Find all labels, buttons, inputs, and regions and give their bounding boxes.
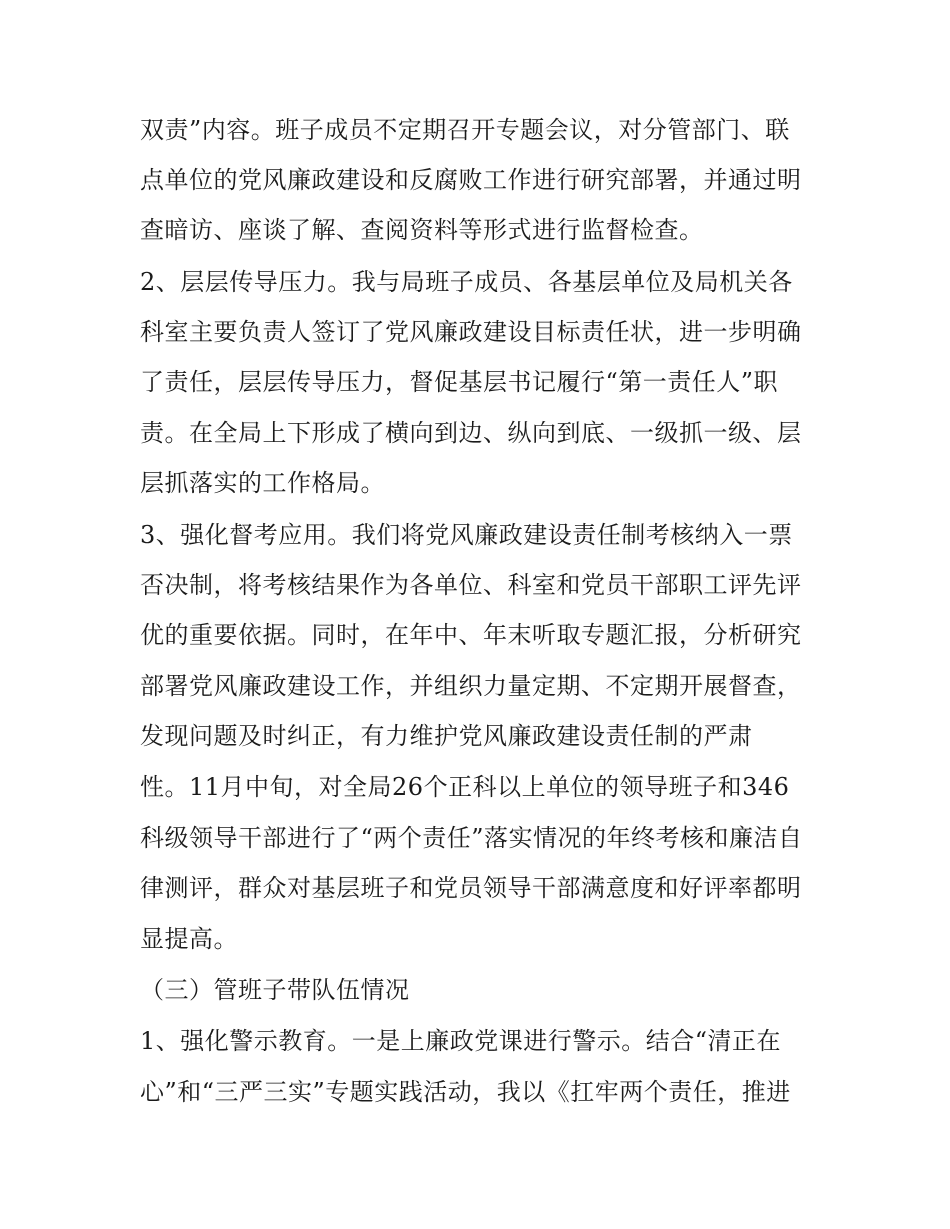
paragraph-start: 3、强化督考应用。我们将党风廉政建设责任制考核纳入一票 [140, 521, 793, 549]
text-line: 心”和“三严三实”专题实践活动，我以《扛牢两个责任，推进 [140, 1078, 791, 1106]
text-line: 双责”内容。班子成员不定期召开专题会议，对分管部门、联 [140, 116, 790, 144]
section-heading: （三）管班子带队伍情况 [140, 976, 410, 1004]
text-line: 显提高。 [140, 925, 238, 953]
text-line: 律测评，群众对基层班子和党员领导干部满意度和好评率都明 [140, 874, 802, 902]
text-line: 否决制，将考核结果作为各单位、科室和党员干部职工评先评 [140, 571, 802, 599]
text-line: 部署党风廉政建设工作，并组织力量定期、不定期开展督查， [140, 672, 802, 700]
text-line: 科级领导干部进行了“两个责任”落实情况的年终考核和廉洁自 [140, 824, 803, 852]
text-line: 科室主要负责人签订了党风廉政建设目标责任状，进一步明确 [140, 318, 802, 346]
text-line: 点单位的党风廉政建设和反腐败工作进行研究部署，并通过明 [140, 166, 802, 194]
text-line: 责。在全局上下形成了横向到边、纵向到底、一级抓一级、层 [140, 419, 802, 447]
text-line: 了责任，层层传导压力，督促基层书记履行“第一责任人”职 [140, 368, 779, 396]
paragraph-start: 1、强化警示教育。一是上廉政党课进行警示。结合“清正在 [140, 1027, 782, 1055]
text-line: 发现问题及时纠正，有力维护党风廉政建设责任制的严肃 [140, 722, 753, 750]
text-line: 层抓落实的工作格局。 [140, 469, 385, 497]
paragraph-start: 2、层层传导压力。我与局班子成员、各基层单位及局机关各 [140, 268, 793, 296]
text-line: 查暗访、座谈了解、查阅资料等形式进行监督检查。 [140, 216, 704, 244]
text-line: 优的重要依据。同时，在年中、年末听取专题汇报，分析研究 [140, 621, 802, 649]
text-line: 性。11月中旬，对全局26个正科以上单位的领导班子和346 [140, 773, 790, 801]
